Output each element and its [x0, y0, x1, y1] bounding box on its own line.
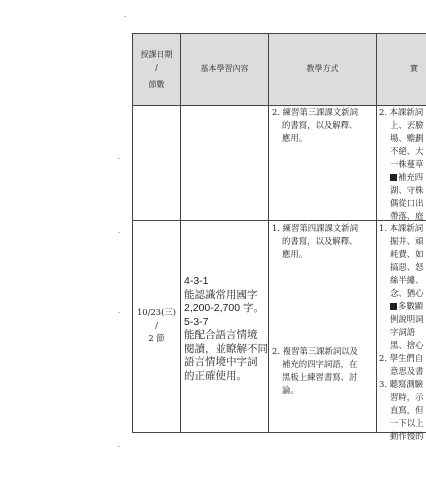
- row2-practice-3: 3. 聽寫測驗 習時，示 直寫，但 一下以上 動作慢的: [379, 379, 424, 441]
- scan-speck: [118, 312, 120, 313]
- header-basic-content: 基本學習內容: [200, 64, 249, 73]
- row2-date-periods: 10/23(三) / 2 節: [136, 307, 177, 343]
- scan-speck: [118, 232, 120, 233]
- filled-square-bullet: [390, 174, 397, 181]
- row2-teaching-method-1: 1. 練習第四課課文新詞 的書寫，以及解釋、 應用。: [272, 223, 359, 259]
- row2-teaching-method-2: 2. 複習第三課新詞以及 補充的四字詞語，在 黑板上練習書寫、討 論。: [272, 346, 359, 395]
- scan-speck: [118, 158, 120, 159]
- row2-basic-content: 4-3-1 能認識常用國字 2,200-2,700 字。 5-3-7 能配合語言情境 閱讀，並瞭解不同 語言情境中字詞 的正確使用。: [184, 275, 268, 382]
- filled-square-bullet: [390, 303, 397, 310]
- row1-teaching-method: 2. 練習第三課課文新詞 的書寫，以及解釋、 應用。: [272, 107, 359, 143]
- header-teaching-method: 教學方式: [306, 64, 339, 73]
- header-date-periods: 授課日期 / 節數: [140, 50, 173, 89]
- scan-speck: [118, 446, 120, 447]
- header-practice: 實: [410, 64, 418, 73]
- scan-speck: [124, 16, 126, 17]
- row1-practice: 2. 本課新詞 上、丟臉 場、赡劃 不絕、大 一株蔓草 補充四 湖、守株 偶從口出 帶落、庭: [379, 107, 424, 221]
- row2-practice-2: 2. 學生們自 意思及書: [379, 353, 424, 376]
- row2-practice-1: 1. 本課新詞 掘井、頑 耗費、如 搞惡、怒 絲半縷、 念、猶心 多數顯 例說明詞 字詞語 黑、捨心: [379, 223, 424, 350]
